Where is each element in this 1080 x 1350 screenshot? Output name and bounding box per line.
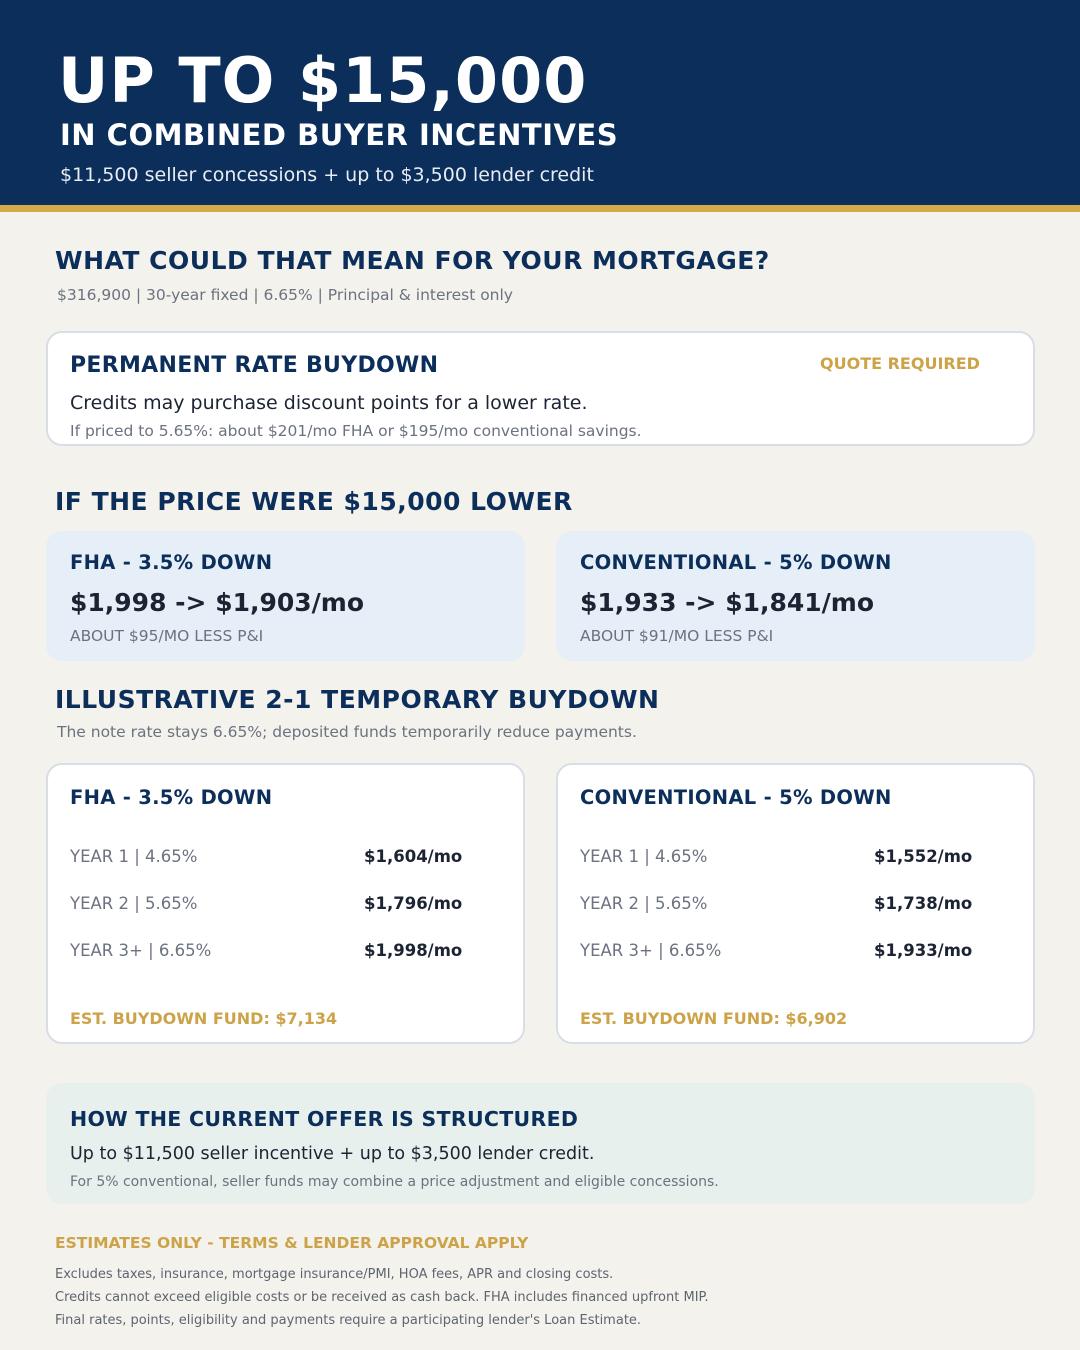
year-payment: $1,796/mo: [364, 894, 463, 913]
year-rate-label: YEAR 2 | 5.65%: [580, 894, 708, 913]
hero-banner: [0, 0, 1080, 205]
gold-divider: [0, 205, 1080, 212]
year-rate-label: YEAR 1 | 4.65%: [580, 847, 708, 866]
offer-structure-card: [46, 1083, 1035, 1204]
year-payment: $1,998/mo: [364, 941, 463, 960]
disclaimer-heading: ESTIMATES ONLY - TERMS & LENDER APPROVAL APPLY: [55, 1234, 529, 1252]
monthly-savings: ABOUT $91/MO LESS P&I: [580, 627, 774, 645]
lower-price-card-title: CONVENTIONAL - 5% DOWN: [580, 551, 892, 574]
hero-subtitle: IN COMBINED BUYER INCENTIVES: [60, 118, 619, 152]
buydown-fund-estimate: EST. BUYDOWN FUND: $7,134: [70, 1009, 338, 1028]
permanent-buydown-card: [46, 331, 1035, 446]
disclaimer-line: Credits cannot exceed eligible costs or be received as cash back. FHA includes financed upfront MIP.: [55, 1290, 709, 1305]
temporary-buydown-heading: ILLUSTRATIVE 2-1 TEMPORARY BUYDOWN: [55, 685, 660, 714]
permanent-buydown-detail: If priced to 5.65%: about $201/mo FHA or $195/mo conventional savings.: [70, 422, 642, 440]
offer-structure-detail: For 5% conventional, seller funds may combine a price adjustment and eligible concessions.: [70, 1174, 719, 1190]
temporary-card-title: FHA - 3.5% DOWN: [70, 786, 273, 809]
hero-title: UP TO $15,000: [58, 44, 588, 117]
mortgage-assumptions: $316,900 | 30-year fixed | 6.65% | Principal & interest only: [57, 286, 513, 304]
year-payment: $1,933/mo: [874, 941, 973, 960]
buydown-fund-estimate: EST. BUYDOWN FUND: $6,902: [580, 1009, 848, 1028]
lower-price-heading: IF THE PRICE WERE $15,000 LOWER: [55, 487, 573, 516]
mortgage-heading: WHAT COULD THAT MEAN FOR YOUR MORTGAGE?: [55, 246, 770, 275]
temporary-card-title: CONVENTIONAL - 5% DOWN: [580, 786, 892, 809]
temporary-buydown-note: The note rate stays 6.65%; deposited funds temporarily reduce payments.: [57, 723, 637, 741]
monthly-savings: ABOUT $95/MO LESS P&I: [70, 627, 264, 645]
quote-required-badge: QUOTE REQUIRED: [820, 354, 980, 373]
disclaimer-line: Final rates, points, eligibility and payments require a participating lender's Loan Estimate.: [55, 1313, 642, 1328]
year-payment: $1,552/mo: [874, 847, 973, 866]
payment-comparison: $1,933 -> $1,841/mo: [580, 588, 875, 617]
lower-price-card-title: FHA - 3.5% DOWN: [70, 551, 273, 574]
lower-price-card-conventional: [556, 531, 1035, 661]
year-rate-label: YEAR 3+ | 6.65%: [580, 941, 722, 960]
temporary-buydown-card-fha: [46, 763, 525, 1044]
offer-structure-body: Up to $11,500 seller incentive + up to $3,500 lender credit.: [70, 1144, 595, 1164]
payment-comparison: $1,998 -> $1,903/mo: [70, 588, 365, 617]
temporary-buydown-card-conventional: [556, 763, 1035, 1044]
permanent-buydown-body: Credits may purchase discount points for a lower rate.: [70, 392, 588, 414]
year-rate-label: YEAR 2 | 5.65%: [70, 894, 198, 913]
year-rate-label: YEAR 3+ | 6.65%: [70, 941, 212, 960]
offer-structure-title: HOW THE CURRENT OFFER IS STRUCTURED: [70, 1107, 579, 1131]
year-rate-label: YEAR 1 | 4.65%: [70, 847, 198, 866]
disclaimer-line: Excludes taxes, insurance, mortgage insurance/PMI, HOA fees, APR and closing costs.: [55, 1267, 614, 1282]
year-payment: $1,738/mo: [874, 894, 973, 913]
permanent-buydown-title: PERMANENT RATE BUYDOWN: [70, 353, 439, 378]
year-payment: $1,604/mo: [364, 847, 463, 866]
lower-price-card-fha: [46, 531, 525, 661]
hero-incentive-line: $11,500 seller concessions + up to $3,500 lender credit: [60, 164, 594, 186]
